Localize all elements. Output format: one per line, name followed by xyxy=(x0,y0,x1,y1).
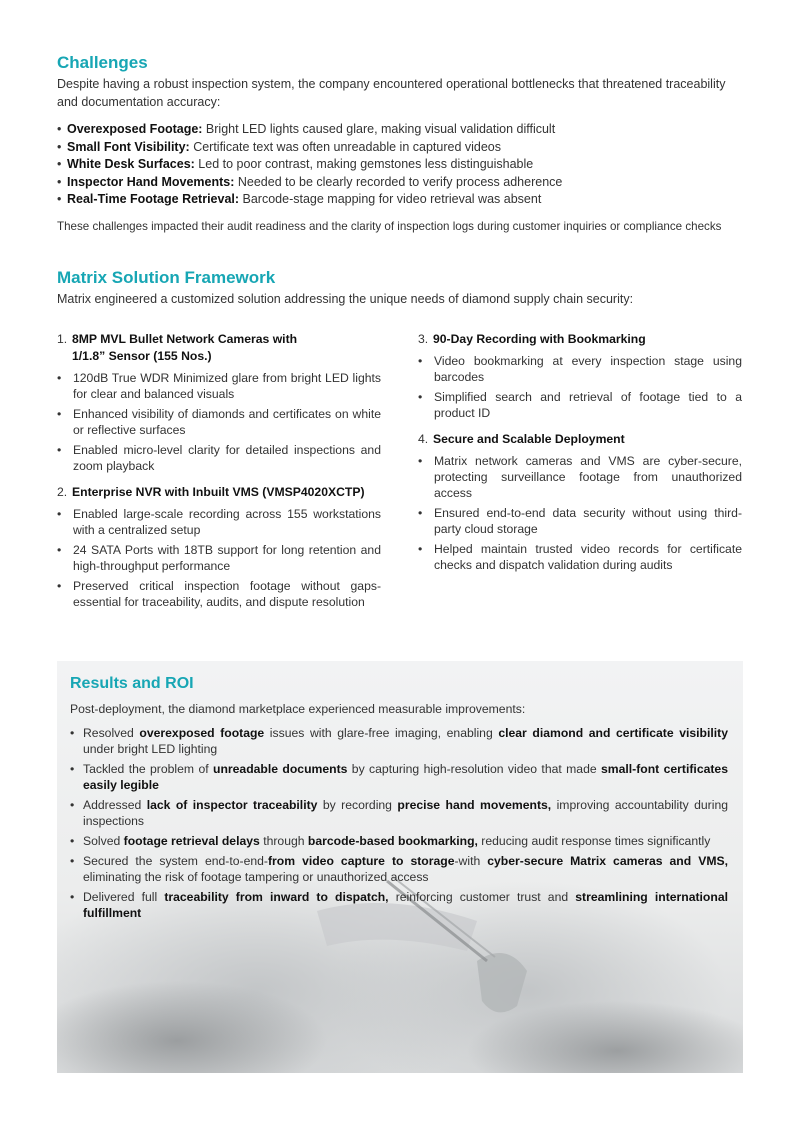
framework-left-column xyxy=(57,331,381,614)
item-text: Barcode-stage mapping for video retrieval was absent xyxy=(239,192,542,206)
list-item: • Tackled the problem of unreadable documents by capturing high-resolution video that made small-font certificates easily legible xyxy=(70,761,728,793)
block-title: 8MP MVL Bullet Network Cameras with 1/1.8” Sensor (155 Nos.) xyxy=(72,332,298,363)
list-item xyxy=(57,174,747,192)
block-number: 1. xyxy=(57,332,68,346)
list-item: • Preserved critical inspection footage without gaps-essential for traceability, audits, and dispute resolution xyxy=(57,578,381,610)
item-text: Certificate text was often unreadable in captured videos xyxy=(189,139,502,154)
list-item: • Addressed lack of inspector traceability by recording precise hand movements, improving accountability during inspections xyxy=(70,797,728,829)
list-item: • Resolved overexposed footage issues with glare-free imaging, enabling clear diamond and certificate visibility under bright LED lighting xyxy=(70,725,728,757)
challenges-list xyxy=(57,121,747,209)
results-panel xyxy=(57,661,743,1073)
list-item: • Video bookmarking at every inspection stage using barcodes xyxy=(418,353,742,385)
block-title: 90-Day Recording with Bookmarking xyxy=(433,332,646,346)
results-heading: Results and ROI xyxy=(70,675,194,692)
item-label: Inspector Hand Movements: xyxy=(67,174,235,189)
item-text: Bright LED lights caused glare, making visual validation difficult xyxy=(202,122,556,136)
framework-block xyxy=(418,331,742,421)
challenges-outro: These challenges impacted their audit readiness and the clarity of inspection logs during customer inquiries or compliance checks xyxy=(57,219,722,233)
list-item: • 24 SATA Ports with 18TB support for long retention and high-throughput performance xyxy=(57,542,381,574)
list-item: • Enabled micro-level clarity for detailed inspections and zoom playback xyxy=(57,442,381,474)
list-item: • Delivered full traceability from inward to dispatch, reinforcing customer trust and streamlining international fulfillment xyxy=(70,889,728,921)
framework-block xyxy=(418,431,742,573)
list-item: • Matrix network cameras and VMS are cyber-secure, protecting surveillance footage from unauthorized access xyxy=(418,453,742,501)
list-item: • Simplified search and retrieval of footage tied to a product ID xyxy=(418,389,742,421)
list-item: • Secured the system end-to-end-from video capture to storage-with cyber-secure Matrix cameras and VMS, eliminating the risk of footage tampering or unauthorized access xyxy=(70,853,728,885)
list-item xyxy=(57,156,747,174)
results-intro: Post-deployment, the diamond marketplace experienced measurable improvements: xyxy=(70,702,526,716)
block-number: 3. xyxy=(418,332,429,346)
item-label: Overexposed Footage: xyxy=(67,122,203,136)
framework-section xyxy=(57,268,747,308)
list-item: • 120dB True WDR Minimized glare from bright LED lights for clear and balanced visuals xyxy=(57,370,381,402)
list-item: • Helped maintain trusted video records for certificate checks and dispatch validation during audits xyxy=(418,541,742,573)
list-item: • Ensured end-to-end data security without using third-party cloud storage xyxy=(418,505,742,537)
results-list xyxy=(70,725,728,921)
framework-right-column xyxy=(418,331,742,577)
block-number: 2. xyxy=(57,485,68,499)
challenges-intro: Despite having a robust inspection system, the company encountered operational bottlenecks that threatened traceability and documentation accuracy: xyxy=(57,77,726,109)
item-label: White Desk Surfaces: xyxy=(67,157,195,171)
list-item: • Solved footage retrieval delays through barcode-based bookmarking, reducing audit response times significantly xyxy=(70,833,728,849)
framework-heading: Matrix Solution Framework xyxy=(57,268,276,287)
framework-block xyxy=(57,484,381,610)
challenges-section xyxy=(57,53,747,235)
list-item xyxy=(57,191,747,209)
block-number: 4. xyxy=(418,432,429,446)
item-text: Led to poor contrast, making gemstones less distinguishable xyxy=(194,157,534,171)
framework-block xyxy=(57,331,381,474)
block-title: Enterprise NVR with Inbuilt VMS (VMSP4020XCTP) xyxy=(72,485,365,499)
framework-intro: Matrix engineered a customized solution addressing the unique needs of diamond supply chain security: xyxy=(57,292,634,306)
list-item xyxy=(57,139,747,157)
item-label: Real-Time Footage Retrieval: xyxy=(67,192,240,206)
list-item xyxy=(57,121,747,139)
list-item: • Enhanced visibility of diamonds and certificates on white or reflective surfaces xyxy=(57,406,381,438)
list-item: • Enabled large-scale recording across 155 workstations with a centralized setup xyxy=(57,506,381,538)
block-title: Secure and Scalable Deployment xyxy=(433,432,625,446)
item-text: Needed to be clearly recorded to verify process adherence xyxy=(234,174,563,189)
challenges-heading: Challenges xyxy=(57,53,148,72)
item-label: Small Font Visibility: xyxy=(67,139,190,154)
